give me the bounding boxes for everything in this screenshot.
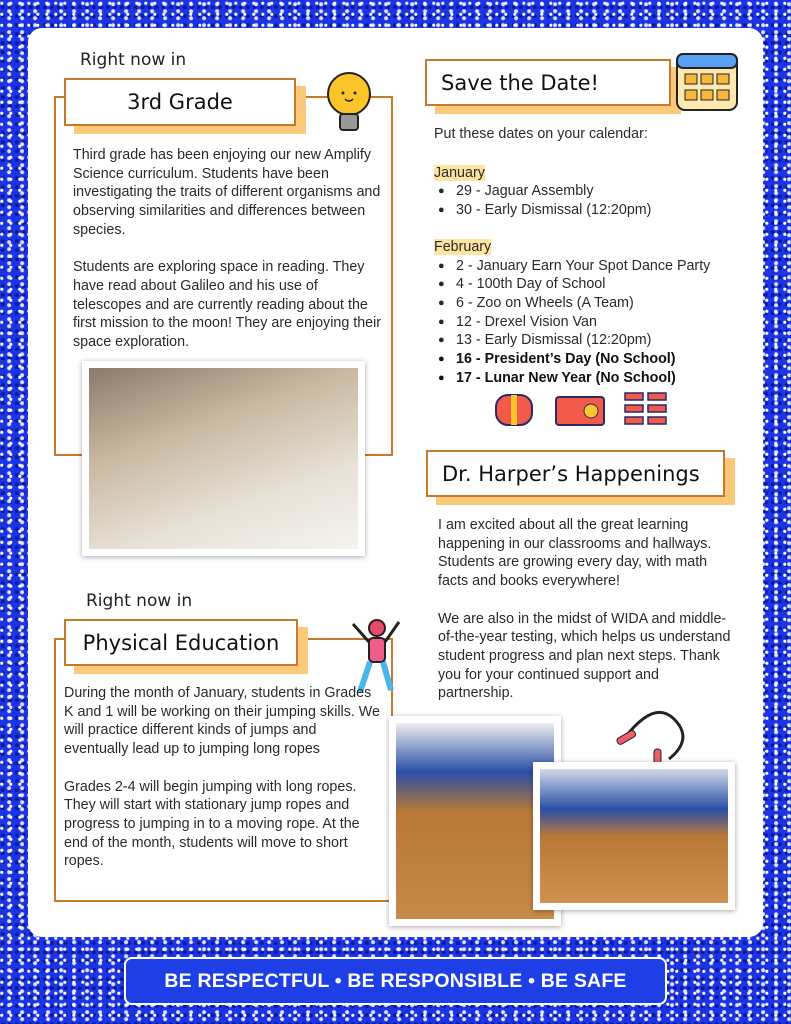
pe-title: Physical Education <box>64 619 298 666</box>
third-grade-photo <box>82 361 365 556</box>
lantern-icon <box>496 395 532 425</box>
date-item: ● 29 - Jaguar Assembly <box>446 182 754 201</box>
lightbulb-icon <box>318 62 378 137</box>
date-item: ● 6 - Zoo on Wheels (A Team) <box>446 294 754 313</box>
third-grade-title: 3rd Grade <box>64 78 296 126</box>
pe-text <box>64 684 384 890</box>
paragraph: Students are exploring space in reading. They have read about Galileo and his use of telescopes and are currently reading about the first mission to the moon! They are enjoying their space exploration. <box>73 259 382 351</box>
third-grade-text <box>73 146 383 370</box>
footer-banner: BE RESPECTFUL • BE RESPONSIBLE • BE SAFE <box>124 957 667 1005</box>
harper-text <box>438 516 738 722</box>
date-item: ● 4 - 100th Day of School <box>446 275 754 294</box>
harper-title: Dr. Harper’s Happenings <box>426 450 725 497</box>
paragraph: Grades 2-4 will begin jumping with long ropes. They will start with stationary jump ropes and progress to jumping in to a moving rope. At the end of the month, students will move to short ropes. <box>64 778 360 870</box>
red-envelope-icon <box>556 397 604 425</box>
date-item: ● 12 - Drexel Vision Van <box>446 313 754 332</box>
date-item: ● 13 - Early Dismissal (12:20pm) <box>446 331 754 350</box>
date-item: ● 30 - Early Dismissal (12:20pm) <box>446 201 754 220</box>
date-item: ● 2 - January Earn Your Spot Dance Party <box>446 257 754 276</box>
calendar-icon <box>673 46 741 114</box>
save-date-title: Save the Date! <box>425 59 671 106</box>
month-january: January <box>434 164 485 181</box>
date-item: ● 16 - President’s Day (No School) <box>446 350 754 369</box>
month-february: February <box>434 238 492 255</box>
paragraph: I am excited about all the great learning happening in our classrooms and hallways. Students are growing every day, with math facts and books everywhere! <box>438 517 712 590</box>
save-date-intro: Put these dates on your calendar: <box>434 126 648 142</box>
paragraph: During the month of January, students in Grades K and 1 will be working on their jumping skills. We will practice different kinds of jumps and eventually lead up to jumping long ropes <box>64 685 380 758</box>
third-grade-kicker: Right now in <box>80 50 187 70</box>
paragraph: We are also in the midst of WIDA and middle-of-the-year testing, which helps us understand student progress and plan next steps. Thank you for your continued support and partnership. <box>438 610 731 702</box>
lunar-new-year-icons <box>493 390 673 432</box>
save-date-list <box>434 125 754 387</box>
paragraph: Third grade has been enjoying our new Amplify Science curriculum. Students have been investigating the traits of different organisms and observing similarities and differences between species. <box>73 147 381 238</box>
pe-kicker: Right now in <box>86 591 193 611</box>
gym-photo-2 <box>533 762 735 910</box>
firecracker-icon <box>625 393 666 424</box>
date-item: ● 17 - Lunar New Year (No School) <box>446 369 754 388</box>
